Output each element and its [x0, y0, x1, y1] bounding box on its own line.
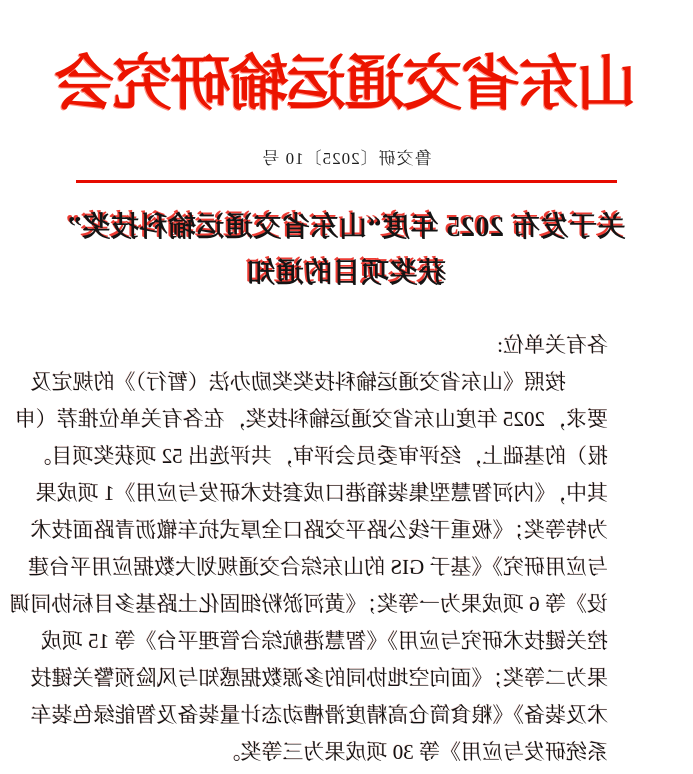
body-line: 控关键技术研究与应用》《智慧港航综合管理平台》等 15 项成 [41, 629, 608, 653]
salutation: 各有关单位: [497, 333, 608, 357]
body-line: 报）的基础上，经评审委员会评审，共评选出 52 项获奖项目。 [30, 444, 608, 468]
body-line: 术及装备》《粮食筒仓高精度滑槽动态计量装备及智能绿色装车 [30, 703, 608, 727]
body-line: 按照《山东省交通运输科技奖奖励办法（暂行）》的规定及 [30, 370, 566, 394]
document-body [9, 327, 608, 771]
red-divider-rule [76, 180, 617, 183]
document-title-line-2: 获奖项目的通知 [246, 258, 447, 289]
body-line: 果为二等奖；《面向空地协同的多源数据感知与风险预警关键技 [30, 666, 608, 690]
document-title-line-1: 关于发布 2025 年度“山东省交通运输科技奖” [67, 212, 626, 243]
body-line: 其中，《内河智慧型集装箱港口成套技术研发与应用》1 项成果 [35, 481, 608, 505]
body-line: 要求，2025 年度山东省交通运输科技奖，在各有关单位推荐（申 [14, 407, 608, 431]
body-line: 系统研发与应用》等 30 项成果为三等奖。 [219, 740, 608, 764]
document-number: 鲁交研〔2025〕10 号 [261, 149, 432, 168]
body-line: 与应用研究》《基于 GIS 的山东综合交通规划大数据应用平台建 [28, 555, 608, 579]
document-page [0, 36, 693, 774]
document-title [0, 205, 693, 297]
masthead-org-name: 山东省交通运输研究会 [56, 51, 637, 117]
body-line: 为特等奖；《极重干线公路平交路口全厚式抗车辙沥青路面技术 [30, 518, 608, 542]
body-line: 设》等 6 项成果为一等奖；《黄河淤粉细固化土路基多目标协同调 [9, 592, 608, 616]
